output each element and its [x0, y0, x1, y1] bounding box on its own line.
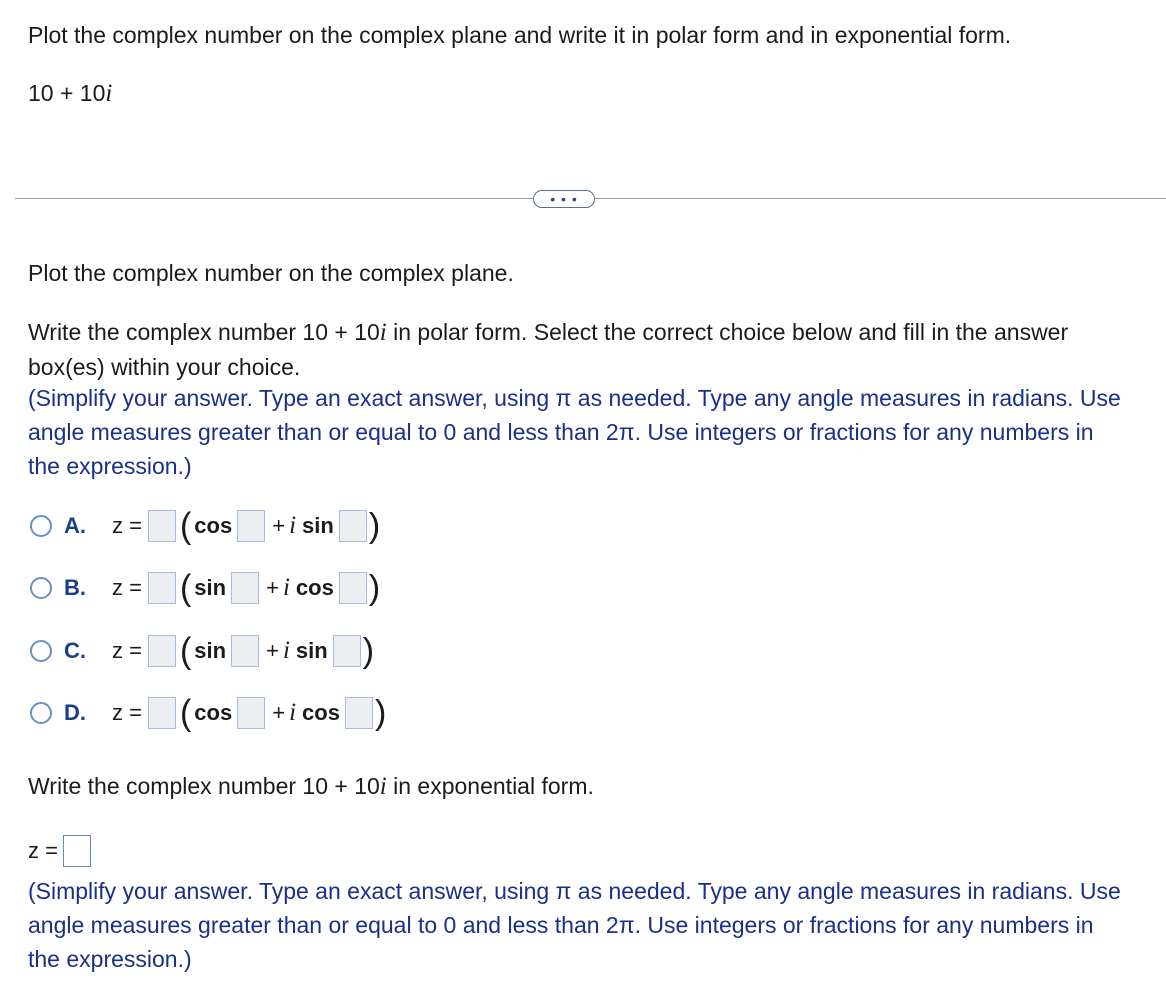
exponential-instruction [28, 771, 594, 802]
imaginary-unit: i [282, 637, 290, 664]
angle-input-1[interactable] [231, 635, 259, 667]
close-paren: ) [368, 507, 381, 545]
angle-input-2[interactable] [339, 572, 367, 604]
angle-input-2[interactable] [339, 510, 367, 542]
radio-button-a[interactable] [30, 515, 52, 537]
angle-input-1[interactable] [237, 510, 265, 542]
open-paren: ( [179, 693, 192, 733]
function-label: sin [302, 513, 334, 538]
imaginary-unit: i [282, 574, 290, 601]
modulus-input[interactable] [148, 635, 176, 667]
polar-instruction-b: in polar form. Select the correct choice below and fill in the answer box(es) within your choice. [28, 319, 1069, 380]
z-equals-label: z = [112, 700, 142, 725]
close-paren: ) [374, 694, 387, 732]
close-paren: ) [362, 632, 375, 670]
imaginary-unit: i [289, 512, 297, 539]
z-equals-label: z = [112, 575, 142, 600]
function-label: cos [302, 700, 340, 725]
modulus-input[interactable] [148, 572, 176, 604]
plus-sign: + [272, 700, 286, 725]
choice-letter: A. [64, 513, 86, 538]
exponential-instruction-b: in exponential form. [386, 773, 594, 799]
expression-real: 10 + 10 [28, 80, 106, 106]
radio-button-c[interactable] [30, 640, 52, 662]
exponential-instruction-i: i [379, 773, 387, 800]
function-label: cos [194, 700, 233, 725]
choice-letter: D. [64, 700, 86, 725]
show-more-button[interactable]: • • • [533, 190, 595, 208]
open-paren: ( [179, 568, 192, 608]
exponential-answer-row [28, 835, 91, 867]
imaginary-unit: i [289, 699, 297, 726]
polar-instruction-i: i [379, 319, 387, 346]
angle-input-2[interactable] [345, 697, 373, 729]
exponential-instruction-a: Write the complex number 10 + 10 [28, 773, 380, 799]
angle-input-1[interactable] [237, 697, 265, 729]
function-label: sin [295, 638, 328, 663]
radio-button-b[interactable] [30, 577, 52, 599]
choice-letter: C. [64, 638, 86, 663]
polar-hint: (Simplify your answer. Type an exact answer, using π as needed. Type any angle measures in radians. Use angle measures greater than or equal to 0 and less than 2π. Use integers or fractions for any numbers in the expression.) [28, 385, 1121, 479]
open-paren: ( [179, 506, 192, 546]
plus-sign: + [266, 638, 279, 663]
radio-button-d[interactable] [30, 702, 52, 724]
open-paren: ( [179, 631, 192, 671]
plot-instruction: Plot the complex number on the complex plane. [28, 260, 514, 286]
function-label: cos [295, 575, 334, 600]
function-label: cos [194, 513, 233, 538]
expression-imaginary-unit: i [105, 80, 113, 107]
z-equals-label: z = [112, 513, 142, 538]
function-label: sin [194, 638, 227, 663]
close-paren: ) [368, 569, 381, 607]
polar-instruction-a: Write the complex number 10 + 10 [28, 319, 380, 345]
choice-letter: B. [64, 575, 86, 600]
function-label: sin [194, 575, 227, 600]
plus-sign: + [272, 513, 286, 538]
modulus-input[interactable] [148, 510, 176, 542]
angle-input-2[interactable] [333, 635, 361, 667]
choice-d[interactable] [28, 693, 386, 733]
exponential-hint: (Simplify your answer. Type an exact answer, using π as needed. Type any angle measures in radians. Use angle measures greater than or equal to 0 and less than 2π. Use integers or fractions for any numbers in the expression.) [28, 878, 1121, 972]
z-equals-label: z = [28, 838, 58, 863]
plus-sign: + [266, 575, 279, 600]
modulus-input[interactable] [148, 697, 176, 729]
polar-instruction [28, 315, 1128, 384]
choice-b[interactable] [28, 568, 380, 608]
choice-a[interactable] [28, 506, 380, 546]
choice-c[interactable] [28, 631, 374, 671]
question-expression [28, 78, 112, 109]
angle-input-1[interactable] [231, 572, 259, 604]
question-title: Plot the complex number on the complex plane and write it in polar form and in exponential form. [28, 22, 1012, 48]
exponential-answer-input[interactable] [63, 835, 91, 867]
z-equals-label: z = [112, 638, 142, 663]
